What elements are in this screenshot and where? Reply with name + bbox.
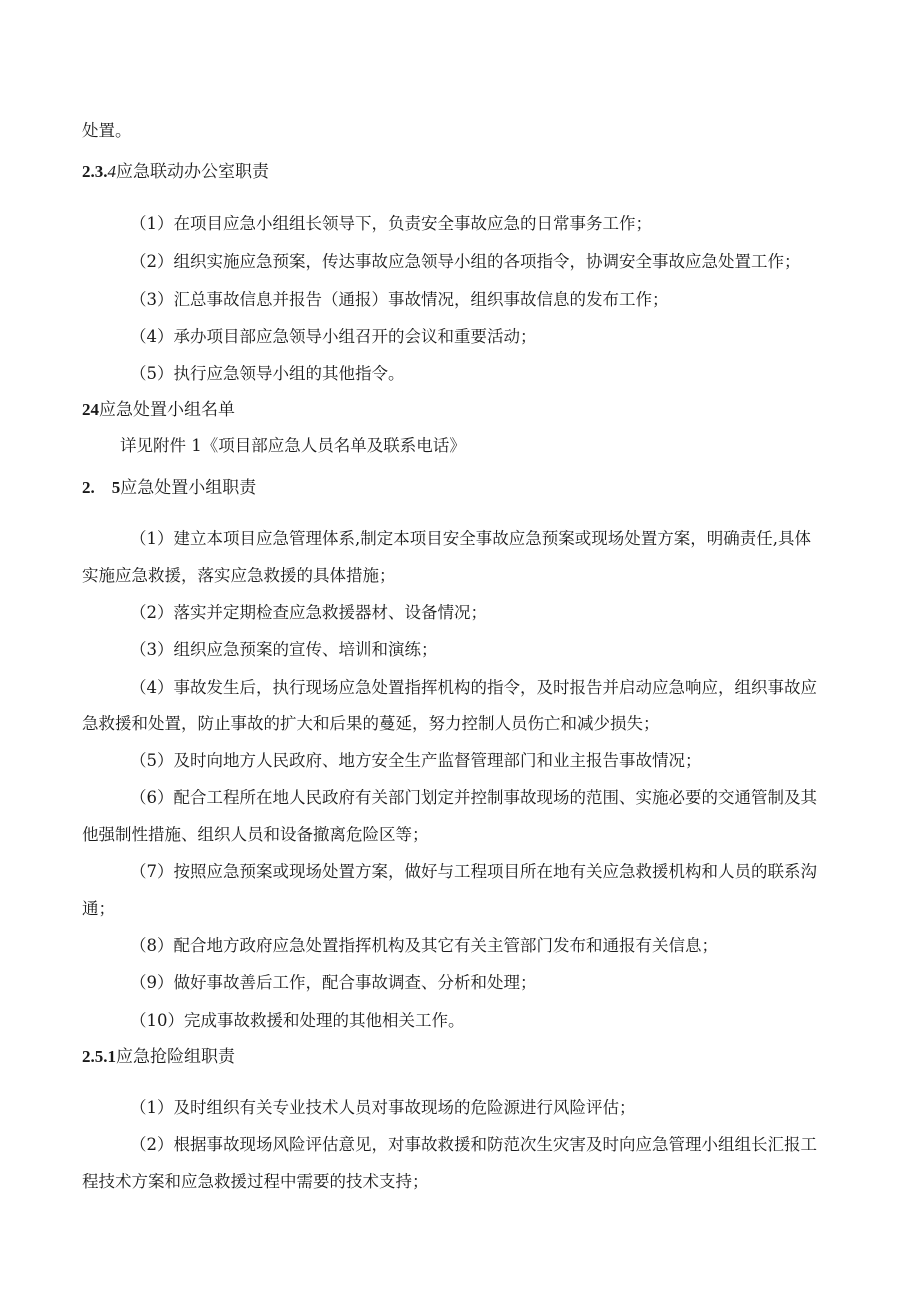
- heading-number: 2.3.: [82, 162, 108, 181]
- list-item: （6）配合工程所在地人民政府有关部门划定并控制事故现场的范围、实施必要的交通管制及其: [130, 788, 817, 807]
- heading-title: 应急抢险组职责: [116, 1047, 235, 1067]
- list-item: （3）组织应急预案的宣传、培训和演练；: [130, 640, 438, 659]
- list-item: （10）完成事故救援和处理的其他相关工作。: [130, 1011, 465, 1030]
- list-item: （2）根据事故现场风险评估意见，对事故救援和防范次生灾害及时向应急管理小组组长汇报工: [130, 1135, 817, 1154]
- list-item: （1）及时组织有关专业技术人员对事故现场的危险源进行风险评估；: [130, 1098, 636, 1117]
- list-item: （2）落实并定期检查应急救援器材、设备情况；: [130, 603, 487, 622]
- list-item: （9）做好事故善后工作，配合事故调查、分析和处理；: [130, 973, 537, 992]
- heading-2-5-1: [82, 1047, 235, 1067]
- list-item: （1）在项目应急小组组长领导下，负责安全事故应急的日常事务工作；: [130, 214, 652, 233]
- list-item: （2）组织实施应急预案，传达事故应急领导小组的各项指令，协调安全事故应急处置工作；: [130, 252, 801, 271]
- list-item-continuation: 程技术方案和应急救援过程中需要的技术支持；: [82, 1172, 429, 1191]
- heading-2-4: [82, 400, 235, 420]
- list-item: （7）按照应急预案或现场处置方案，做好与工程项目所在地有关应急救援机构和人员的联系沟: [130, 862, 817, 881]
- heading-title: 应急处置小组职责: [120, 478, 257, 498]
- heading-title: 应急联动办公室职责: [116, 162, 269, 182]
- list-item-continuation: 急救援和处置，防止事故的扩大和后果的蔓延，努力控制人员伤亡和减少损失；: [82, 714, 660, 733]
- list-item-continuation: 通；: [82, 899, 115, 918]
- heading-2-5: [82, 478, 256, 498]
- paragraph: 详见附件 1《项目部应急人员名单及联系电话》: [120, 436, 466, 455]
- list-item: （4）承办项目部应急领导小组召开的会议和重要活动；: [130, 327, 537, 346]
- list-item: （4）事故发生后，执行现场应急处置指挥机构的指令，及时报告并启动应急响应，组织事故应: [130, 678, 817, 697]
- list-item: （3）汇总事故信息并报告（通报）事故情况，组织事故信息的发布工作；: [130, 290, 669, 309]
- heading-number: 24: [82, 400, 99, 419]
- paragraph-continuation: 处置。: [82, 121, 132, 140]
- heading-2-3-4: [82, 162, 269, 182]
- list-item: （1）建立本项目应急管理体系,制定本项目安全事故应急预案或现场处置方案，明确责任,具体: [130, 529, 811, 548]
- list-item: （8）配合地方政府应急处置指挥机构及其它有关主管部门发布和通报有关信息；: [130, 936, 718, 955]
- heading-number-italic: 4: [107, 162, 116, 181]
- list-item-continuation: 实施应急救援，落实应急救援的具体措施；: [82, 566, 396, 585]
- heading-title: 应急处置小组名单: [99, 400, 235, 420]
- heading-number: 2. 5: [82, 478, 121, 497]
- list-item: （5）执行应急领导小组的其他指令。: [130, 364, 405, 383]
- list-item-continuation: 他强制性措施、组织人员和设备撤离危险区等；: [82, 825, 429, 844]
- heading-number: 2.5.1: [82, 1047, 116, 1066]
- list-item: （5）及时向地方人民政府、地方安全生产监督管理部门和业主报告事故情况；: [130, 751, 702, 770]
